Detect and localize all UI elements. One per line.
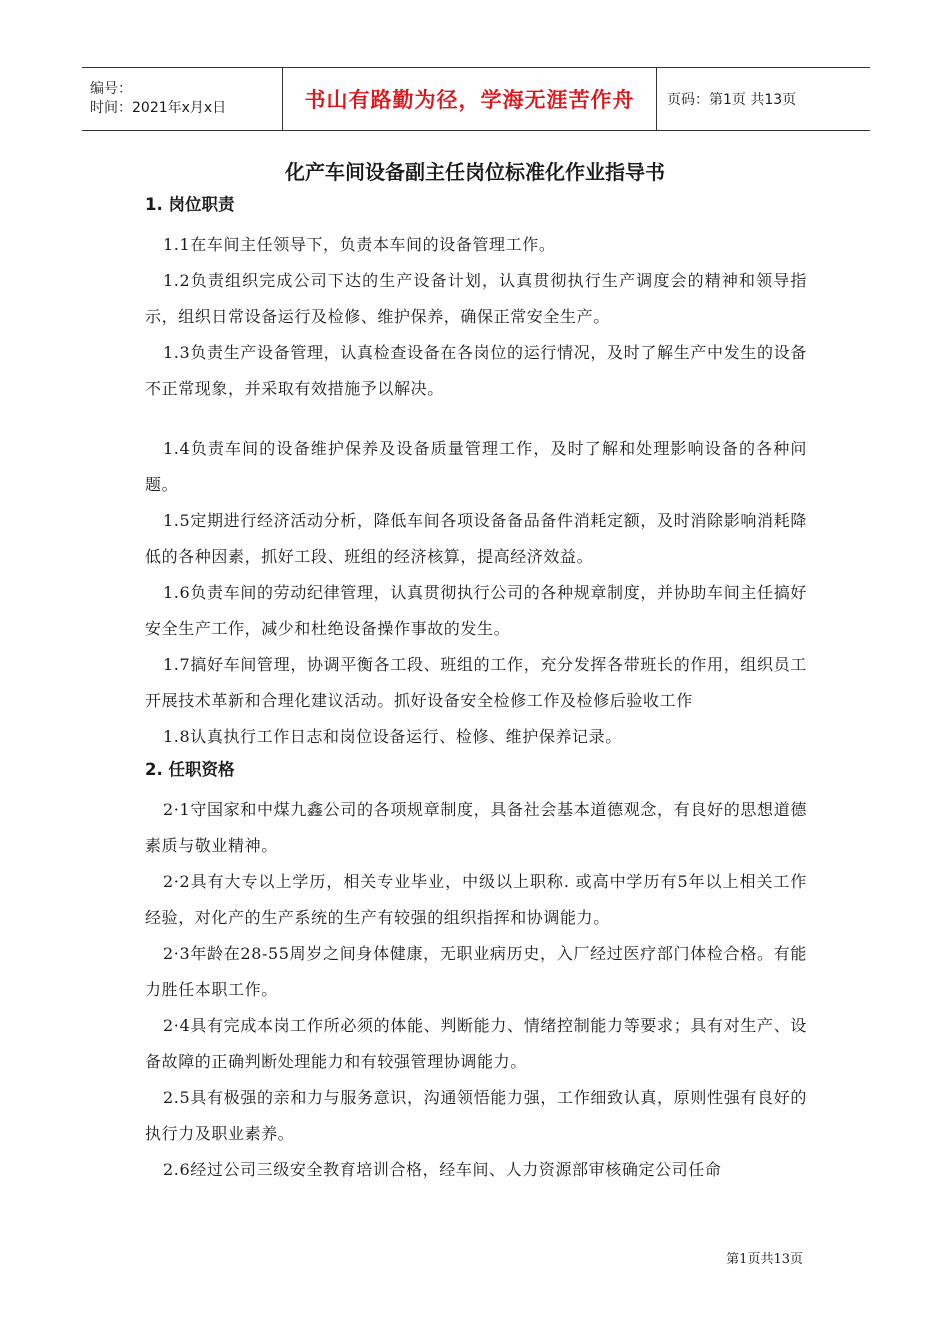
paragraph: 2.6经过公司三级安全教育培训合格，经车间、人力资源部审核确定公司任命 bbox=[163, 1160, 722, 1179]
section-heading-duties: 1. 岗位职责 bbox=[145, 195, 235, 214]
page-number: 页码：第1页 共13页 bbox=[667, 92, 797, 108]
paragraph: 2·2具有大专以上学历，相关专业毕业，中级以上职称. 或高中学历有5年以上相关工作经验，对化产的生产系统的生产有较强的组织指挥和协调能力。 bbox=[145, 872, 807, 927]
paragraph: 1.1在车间主任领导下，负责本车间的设备管理工作。 bbox=[163, 235, 556, 254]
paragraph: 1.5定期进行经济活动分析，降低车间各项设备备品备件消耗定额，及时消除影响消耗降低的各种因素，抓好工段、班组的经济核算，提高经济效益。 bbox=[145, 511, 807, 566]
document-time: 时间：2021年x月x日 bbox=[90, 100, 227, 116]
paragraph: 2·3年龄在28-55周岁之间身体健康，无职业病历史，入厂经过医疗部门体检合格。有能力胜任本职工作。 bbox=[145, 944, 807, 999]
header-meta bbox=[82, 68, 282, 130]
header-motto-cell bbox=[282, 68, 657, 130]
paragraph: 1.7搞好车间管理，协调平衡各工段、班组的工作，充分发挥各带班长的作用，组织员工开展技术革新和合理化建议活动。抓好设备安全检修工作及检修后验收工作 bbox=[145, 655, 807, 710]
paragraph: 1.4负责车间的设备维护保养及设备质量管理工作，及时了解和处理影响设备的各种问题。 bbox=[145, 439, 807, 494]
page-footer: 第1页共13页 bbox=[726, 1252, 803, 1267]
header-page-cell bbox=[657, 68, 870, 130]
document-number: 编号： bbox=[90, 81, 132, 97]
paragraph: 1.3负责生产设备管理，认真检查设备在各岗位的运行情况，及时了解生产中发生的设备不正常现象，并采取有效措施予以解决。 bbox=[145, 343, 807, 398]
paragraph: 1.8认真执行工作日志和岗位设备运行、检修、维护保养记录。 bbox=[163, 727, 622, 746]
document-title: 化产车间设备副主任岗位标准化作业指导书 bbox=[285, 160, 665, 184]
paragraph: 2.5具有极强的亲和力与服务意识，沟通领悟能力强，工作细致认真，原则性强有良好的执行力及职业素养。 bbox=[145, 1088, 807, 1143]
section-heading-qualifications: 2. 任职资格 bbox=[145, 760, 235, 779]
document-body bbox=[145, 194, 807, 1188]
motto: 书山有路勤为径，学海无涯苦作舟 bbox=[304, 88, 635, 112]
paragraph: 2·4具有完成本岗工作所必须的体能、判断能力、情绪控制能力等要求；具有对生产、设备故障的正确判断处理能力和有较强管理协调能力。 bbox=[145, 1016, 807, 1071]
paragraph: 2·1守国家和中煤九鑫公司的各项规章制度，具备社会基本道德观念，有良好的思想道德素质与敬业精神。 bbox=[145, 800, 807, 855]
paragraph: 1.2负责组织完成公司下达的生产设备计划，认真贯彻执行生产调度会的精神和领导指示，组织日常设备运行及检修、维护保养，确保正常安全生产。 bbox=[145, 271, 807, 326]
paragraph: 1.6负责车间的劳动纪律管理，认真贯彻执行公司的各种规章制度，并协助车间主任搞好安全生产工作，减少和杜绝设备操作事故的发生。 bbox=[145, 583, 807, 638]
page-header bbox=[82, 67, 870, 131]
blank-line bbox=[145, 407, 807, 431]
